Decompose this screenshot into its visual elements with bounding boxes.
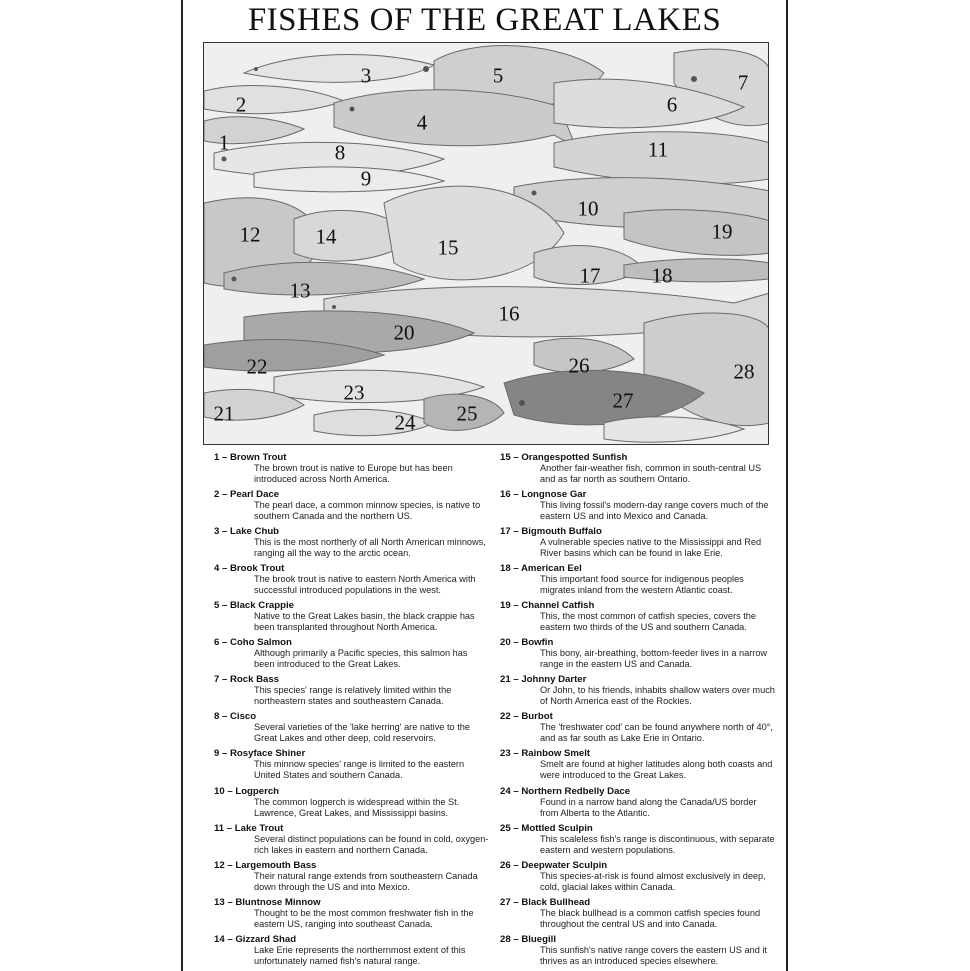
fish-number-24: 24 [394, 410, 416, 435]
fish-illustration [203, 42, 769, 445]
legend-entry [500, 563, 775, 596]
species-name: 20 – Bowfin [500, 637, 554, 648]
fish-number-3: 3 [360, 63, 372, 88]
species-description: Lake Erie represents the northernmost extent of this unfortunately named fish's natural range. [254, 945, 466, 966]
species-description: A vulnerable species native to the Mississippi and Red River basins which can be found in lake Erie. [540, 537, 762, 558]
species-name: 11 – Lake Trout [214, 823, 284, 834]
species-description: This scaleless fish's range is discontinuous, with separate eastern and western populations. [540, 834, 775, 855]
species-name: 1 – Brown Trout [214, 452, 287, 463]
species-description: Another fair-weather fish, common in south-central US and as far north as southern Ontario. [540, 463, 762, 484]
species-name: 7 – Rock Bass [214, 674, 280, 685]
species-description: Native to the Great Lakes basin, the black crappie has been transplanted throughout North America. [254, 611, 475, 632]
legend-entry [214, 786, 489, 819]
species-name: 28 – Bluegill [500, 934, 556, 945]
poster [181, 0, 788, 971]
species-name: 18 – American Eel [500, 563, 582, 574]
species-description: Found in a narrow band along the Canada/US border from Alberta to the Atlantic. [540, 797, 757, 818]
species-description: This living fossil's modern-day range covers much of the eastern US and into Mexico and Canada. [540, 500, 769, 521]
fish-number-25: 25 [456, 401, 478, 426]
fish-number-16: 16 [498, 301, 520, 326]
species-legend [214, 452, 774, 971]
species-name: 16 – Longnose Gar [500, 489, 587, 500]
species-name: 5 – Black Crappie [214, 600, 294, 611]
legend-entry [500, 786, 775, 819]
fish-number-4: 4 [416, 110, 428, 135]
species-name: 17 – Bigmouth Buffalo [500, 526, 602, 537]
fish-number-27: 27 [612, 388, 634, 413]
fish-number-19: 19 [711, 219, 733, 244]
legend-entry [214, 823, 489, 856]
fish-number-23: 23 [343, 380, 365, 405]
legend-entry [500, 748, 775, 781]
fish-number-26: 26 [568, 353, 590, 378]
fish-number-12: 12 [239, 222, 261, 247]
species-description: This important food source for indigenous peoples migrates inland from the western Atlantic coast. [540, 574, 744, 595]
species-description: Smelt are found at higher latitudes along both coasts and were introduced to the Great Lakes. [540, 759, 773, 780]
legend-entry [214, 452, 489, 485]
fish-number-18: 18 [651, 263, 673, 288]
species-name: 6 – Coho Salmon [214, 637, 292, 648]
fish-number-17: 17 [579, 263, 601, 288]
fish-number-1: 1 [218, 130, 230, 155]
species-description: This species' range is relatively limited within the northeastern states and southeastern Canada. [254, 685, 452, 706]
species-description: Thought to be the most common freshwater fish in the eastern US, ranging into southeast Canada. [254, 908, 474, 929]
species-description: The common logperch is widespread within the St. Lawrence, Great Lakes, and Mississippi basins. [254, 797, 460, 818]
fish-number-5: 5 [492, 63, 504, 88]
legend-entry [214, 600, 489, 633]
poster-title: FISHES OF THE GREAT LAKES [247, 2, 722, 38]
legend-entry [214, 637, 489, 670]
species-name: 10 – Logperch [214, 786, 280, 797]
species-description: This sunfish's native range covers the eastern US and it thrives as an introduced species elsewhere. [540, 945, 767, 966]
legend-entry [500, 526, 775, 559]
legend-entry [214, 897, 489, 930]
legend-entry [500, 600, 775, 633]
species-description: The 'freshwater cod' can be found anywhere north of 40°, and as far south as Lake Erie in Ontario. [540, 722, 773, 743]
species-name: 23 – Rainbow Smelt [500, 748, 591, 759]
species-name: 24 – Northern Redbelly Dace [500, 786, 631, 797]
fish-number-20: 20 [393, 320, 415, 345]
species-description: This minnow species' range is limited to the eastern United States and southern Canada. [254, 759, 465, 780]
fish-number-6: 6 [666, 92, 678, 117]
fish-number-11: 11 [647, 137, 669, 162]
species-name: 27 – Black Bullhead [500, 897, 591, 908]
species-description: Several distinct populations can be found in cold, oxygen-rich lakes in eastern and northern Canada. [254, 834, 489, 855]
legend-entry [500, 823, 775, 856]
species-description: This, the most common of catfish species, covers the eastern two thirds of the US and southern Canada. [540, 611, 756, 632]
species-description: Several varieties of the 'lake herring' are native to the Great Lakes and other deep, cold reservoirs. [254, 722, 470, 743]
species-name: 15 – Orangespotted Sunfish [500, 452, 628, 463]
legend-entry [214, 674, 489, 707]
legend-entry [214, 748, 489, 781]
species-name: 3 – Lake Chub [214, 526, 280, 537]
species-name: 13 – Bluntnose Minnow [214, 897, 321, 908]
species-name: 26 – Deepwater Sculpin [500, 860, 608, 871]
legend-entry [214, 934, 489, 967]
species-name: 8 – Cisco [214, 711, 257, 722]
fish-drawing [204, 43, 769, 445]
species-name: 19 – Channel Catfish [500, 600, 595, 611]
fish-number-8: 8 [334, 140, 346, 165]
fish-number-14: 14 [315, 224, 337, 249]
legend-entry [500, 897, 775, 930]
species-description: Although primarily a Pacific species, this salmon has been introduced to the Great Lakes. [254, 648, 468, 669]
species-name: 4 – Brook Trout [214, 563, 285, 574]
fish-number-13: 13 [289, 278, 311, 303]
species-name: 14 – Gizzard Shad [214, 934, 297, 945]
legend-entry [214, 563, 489, 596]
species-name: 22 – Burbot [500, 711, 553, 722]
species-name: 2 – Pearl Dace [214, 489, 280, 500]
legend-entry [500, 489, 775, 522]
legend-entry [214, 489, 489, 522]
species-description: The brown trout is native to Europe but has been introduced across North America. [254, 463, 453, 484]
species-description: Their natural range extends from southeastern Canada down through the US and into Mexico. [254, 871, 478, 892]
fish-number-10: 10 [577, 196, 599, 221]
fish-number-22: 22 [246, 354, 268, 379]
legend-entry [500, 860, 775, 893]
legend-entry [214, 526, 489, 559]
species-name: 21 – Johnny Darter [500, 674, 587, 685]
species-name: 12 – Largemouth Bass [214, 860, 317, 871]
species-name: 9 – Rosyface Shiner [214, 748, 306, 759]
species-description: The brook trout is native to eastern North America with successful introduced populations in the west. [254, 574, 476, 595]
fish-number-28: 28 [733, 359, 755, 384]
species-description: This species-at-risk is found almost exclusively in deep, cold, glacial lakes within Canada. [540, 871, 766, 892]
legend-entry [500, 934, 775, 967]
legend-entry [214, 711, 489, 744]
fish-number-7: 7 [737, 70, 749, 95]
legend-entry [500, 637, 775, 670]
species-name: 25 – Mottled Sculpin [500, 823, 593, 834]
fish-number-9: 9 [360, 166, 372, 191]
legend-entry [214, 860, 489, 893]
fish-number-2: 2 [235, 92, 247, 117]
species-description: The pearl dace, a common minnow species, is native to southern Canada and the northern US. [254, 500, 481, 521]
fish-number-21: 21 [213, 401, 235, 426]
species-description: This is the most northerly of all North American minnows, ranging all the way to the arctic ocean. [254, 537, 486, 558]
legend-entry [500, 711, 775, 744]
species-description: This bony, air-breathing, bottom-feeder lives in a narrow range in the eastern US and Canada. [540, 648, 768, 669]
species-description: Or John, to his friends, inhabits shallow waters over much of North America east of the Rockies. [540, 685, 775, 706]
fish-number-15: 15 [437, 235, 459, 260]
legend-entry [500, 452, 775, 485]
species-description: The black bullhead is a common catfish species found throughout the central US and into Canada. [540, 908, 761, 929]
legend-entry [500, 674, 775, 707]
